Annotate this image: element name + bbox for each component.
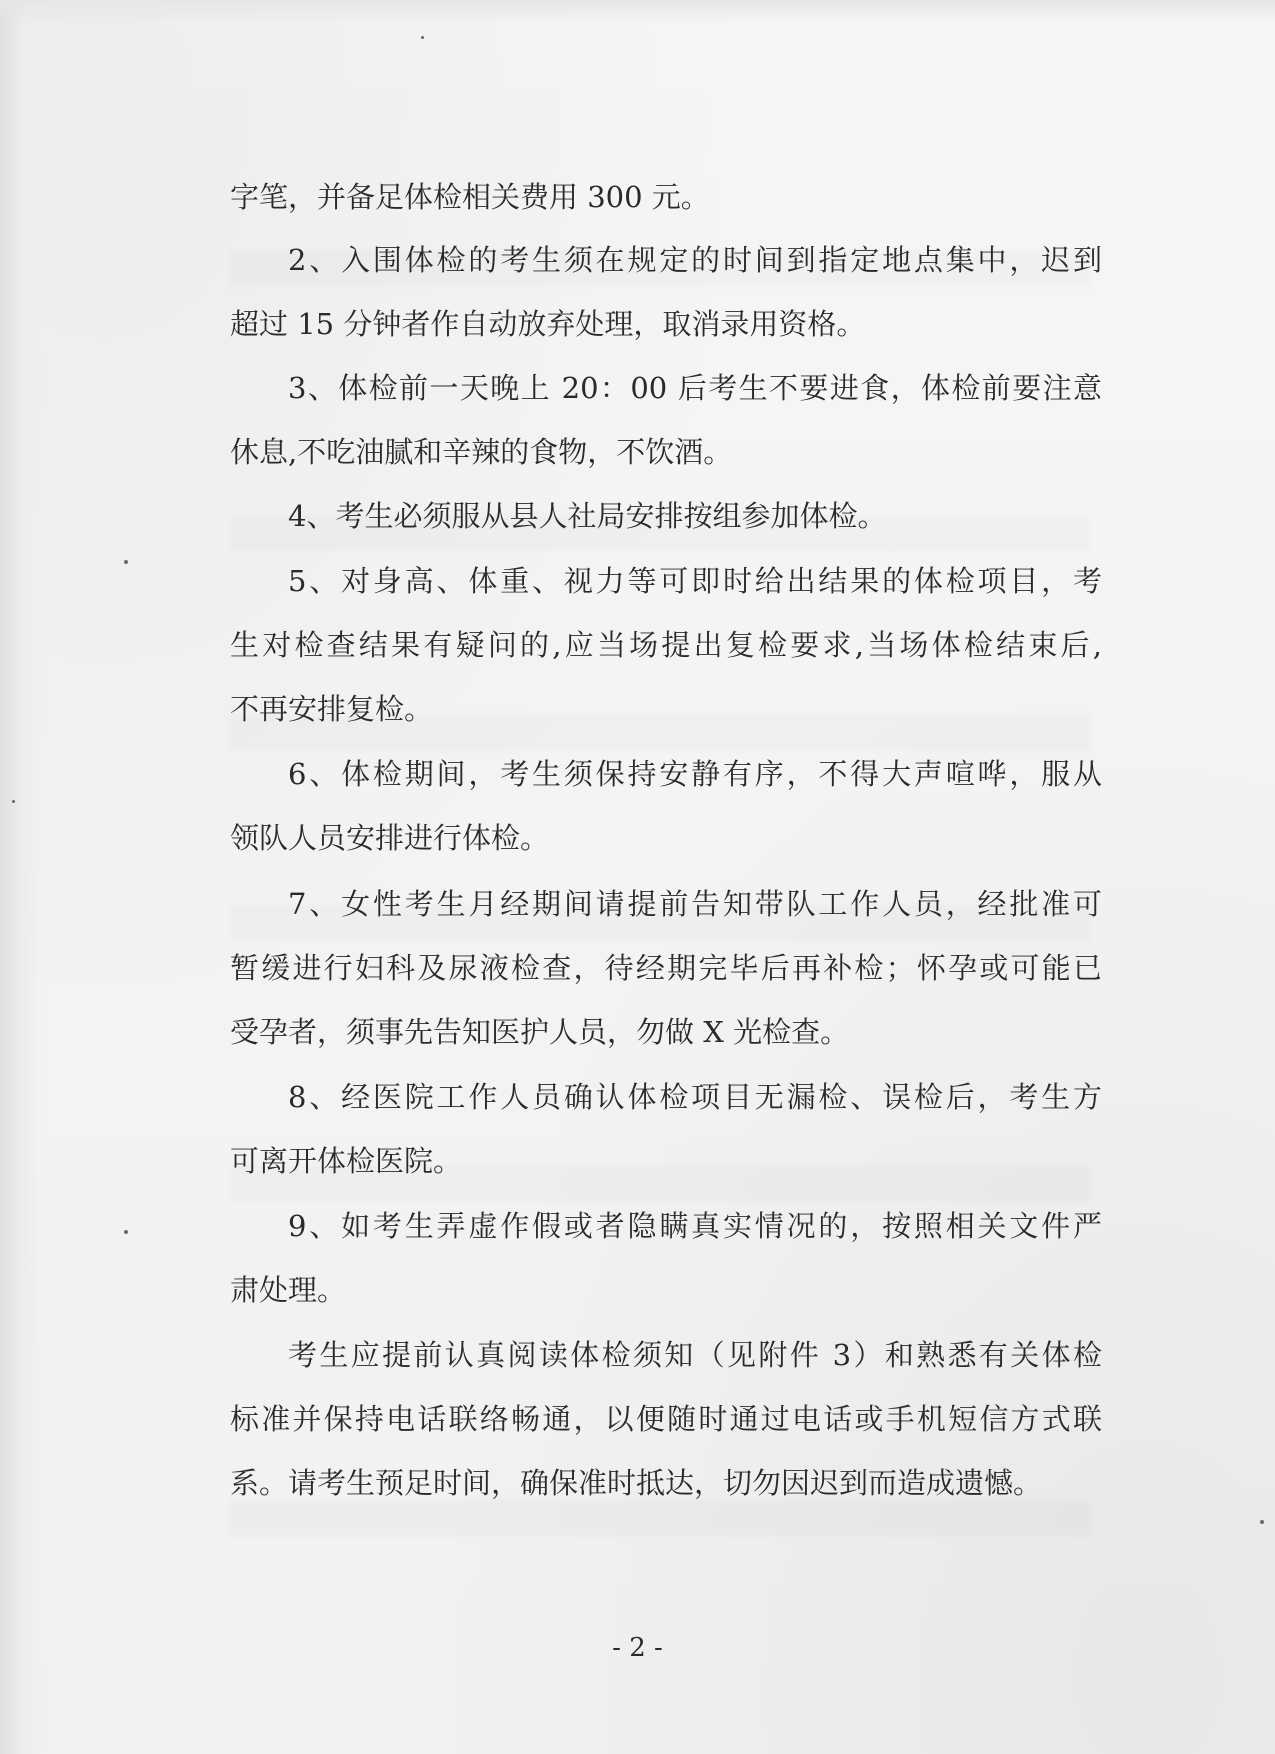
text-line: 3、体检前一天晚上 20：00 后考生不要进食，体检前要注意 [288,371,1102,405]
text-line: 7、女性考生月经期间请提前告知带队工作人员，经批准可 [288,887,1102,921]
text-line: 暂缓进行妇科及尿液检查，待经期完毕后再补检；怀孕或可能已 [230,951,1102,985]
text-line: 可离开体检医院。 [230,1144,463,1178]
text-line: 4、考生必须服从县人社局安排按组参加体检。 [288,499,887,533]
text-line: 标准并保持电话联络畅通，以便随时通过电话或手机短信方式联 [230,1402,1102,1436]
text-line: 生对检查结果有疑问的,应当场提出复检要求,当场体检结束后, [230,628,1102,662]
text-line: 超过 15 分钟者作自动放弃处理，取消录用资格。 [230,307,866,341]
text-line: 不再安排复检。 [230,692,434,726]
text-line: 字笔，并备足体检相关费用 300 元。 [230,180,710,214]
text-line: 考生应提前认真阅读体检须知（见附件 3）和熟悉有关体检 [288,1338,1102,1372]
text-line: 休息,不吃油腻和辛辣的食物，不饮酒。 [230,435,733,469]
text-line: 领队人员安排进行体检。 [230,821,550,855]
page-number: - 2 - [612,1633,663,1663]
text-line: 5、对身高、体重、视力等可即时给出结果的体检项目，考 [288,564,1102,598]
text-line: 受孕者，须事先告知医护人员，勿做 X 光检查。 [230,1015,850,1049]
text-line: 8、经医院工作人员确认体检项目无漏检、误检后，考生方 [288,1080,1102,1114]
text-line: 2、入围体检的考生须在规定的时间到指定地点集中，迟到 [288,243,1102,277]
text-line: 系。请考生预足时间，确保准时抵达，切勿因迟到而造成遗憾。 [230,1466,1043,1500]
text-line: 9、如考生弄虚作假或者隐瞒真实情况的，按照相关文件严 [288,1209,1102,1243]
text-line: 6、体检期间，考生须保持安静有序，不得大声喧哗，服从 [288,757,1102,791]
text-line: 肃处理。 [230,1273,347,1307]
